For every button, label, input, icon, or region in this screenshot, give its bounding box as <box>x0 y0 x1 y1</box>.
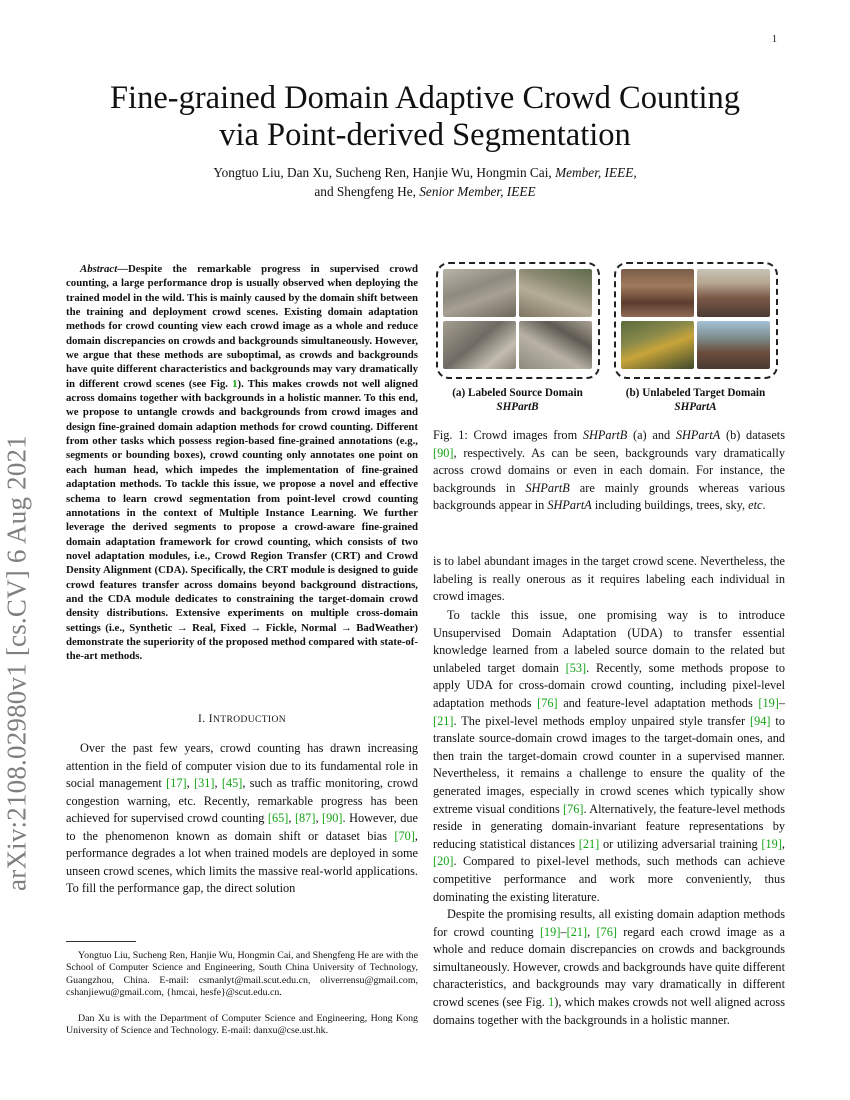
caption-text: . <box>762 498 766 513</box>
section-initial: I <box>208 713 213 725</box>
caption-text: including buildings, trees, sky, <box>591 498 749 513</box>
crowd-image-thumbnail <box>519 269 592 317</box>
intro-text: , <box>214 776 222 790</box>
citation[interactable]: [53] <box>565 660 587 675</box>
paragraph-text: Despite the promising results, all existing domain adaption methods for crowd counting <box>433 907 785 939</box>
paragraph-text: and feature-level adaptation methods <box>557 695 759 710</box>
paragraph-text: , <box>587 924 597 939</box>
intro-text: , <box>315 811 323 825</box>
paragraph-text: . Recently, some methods propose to apply UDA for cross-domain crowd counting, including pixel-level adaptation methods <box>433 660 785 710</box>
citation[interactable]: [19] <box>758 695 779 710</box>
source-domain-image-group <box>436 262 600 379</box>
authors-names-2: and Shengfeng He, <box>314 184 420 199</box>
citation[interactable]: [20] <box>433 854 454 869</box>
paragraph-text: to translate source-domain crowd images to the target-domain ones, and then train the target-domain crowd counter in a supervised manner. Nevertheless, it remains a challenge to ensure the quality of the generated images, especially in crowd scenes which typically show extreme visual conditions <box>433 713 785 816</box>
title-line-2: via Point-derived Segmentation <box>219 117 631 153</box>
citation[interactable]: [17] <box>166 776 187 790</box>
paragraph-text: ), which makes crowds not well aligned across domains together with the backgrounds in a holistic manner. <box>433 994 785 1027</box>
citation[interactable]: [65] <box>267 811 289 825</box>
arxiv-stamp: arXiv:2108.02980v1 [cs.CV] 6 Aug 2021 <box>1 435 32 891</box>
citation[interactable]: [21] <box>578 836 600 851</box>
footnote-rule <box>66 941 136 942</box>
subfigure-b-title: (b) Unlabeled Target Domain <box>625 387 766 399</box>
subfigure-b-dataset-name: SHPartA <box>674 401 717 413</box>
crowd-image-thumbnail <box>621 321 694 369</box>
crowd-image-thumbnail <box>443 269 516 317</box>
body-paragraph-uda <box>433 607 785 906</box>
subfigure-caption-b <box>608 386 783 414</box>
citation[interactable]: [19] <box>761 836 782 851</box>
authors-line-2 <box>60 182 790 201</box>
body-paragraph-continued <box>433 553 785 606</box>
subfigure-a-title: (a) Labeled Source Domain <box>452 387 583 399</box>
abstract-text-1: —Despite the remarkable progress in supervised crowd counting, a large performance drop is usually observed when deploying the trained model in the wild. This is mainly caused by the domain shift between the training and deployment crowd scenes. Existing domain adaptation methods for crowd counting view each crowd image as a whole and reduce domain discrepancies on crowds and backgrounds simultaneously. However, we argue that these methods are suboptimal, as crowds and backgrounds have quite different characteristics and backgrounds may vary dramatically in different crowd scenes (see Fig. <box>66 263 418 390</box>
body-paragraph-motivation <box>433 906 785 1029</box>
section-heading <box>66 713 418 725</box>
citation[interactable]: [70] <box>394 828 415 843</box>
caption-text: Fig. 1: Crowd images from <box>433 428 583 442</box>
section-number: I. <box>197 713 209 725</box>
caption-italic: SHPartA <box>547 498 592 513</box>
abstract-label: Abstract <box>80 263 118 275</box>
caption-italic: SHPartB <box>525 480 570 495</box>
subfigure-caption-a <box>430 386 605 414</box>
crowd-image-thumbnail <box>443 321 516 369</box>
crowd-image-thumbnail <box>519 321 592 369</box>
caption-italic: etc <box>748 498 763 513</box>
intro-text: . However, due to the phenomenon known as domain shift or dataset bias <box>66 811 418 843</box>
paragraph-text: regard each crowd image as a whole and reduce domain discrepancies on crowds and backgrounds simultaneously. However, crowds and backgrounds have quite different characteristics, and backgrounds may vary dramatically in different crowd scenes (see Fig. <box>433 924 786 1009</box>
subfigure-b-dataset <box>608 400 783 414</box>
intro-text: Over the past few years, crowd counting has drawn increasing attention in the field of computer vision due to its fundamental role in social management <box>66 741 418 790</box>
citation[interactable]: [19] <box>539 924 561 939</box>
caption-italic: SHPartA <box>675 428 721 442</box>
paragraph-text: – <box>778 695 785 710</box>
crowd-image-thumbnail <box>697 321 770 369</box>
title-line-1: Fine-grained Domain Adaptive Crowd Counting <box>109 80 741 116</box>
intro-text: , <box>186 776 194 790</box>
subfigure-a-dataset <box>430 400 605 414</box>
target-domain-image-group <box>614 262 778 379</box>
citation[interactable]: [94] <box>749 713 771 728</box>
paragraph-text: , <box>781 836 785 851</box>
author-list <box>60 163 790 201</box>
section-title-rest: NTRODUCTION <box>213 715 287 725</box>
page-number: 1 <box>772 34 777 45</box>
authors-names-1: Yongtuo Liu, Dan Xu, Sucheng Ren, Hanjie Wu, Hongmin Cai, <box>213 165 556 180</box>
caption-text: (b) datasets <box>720 428 785 442</box>
crowd-image-thumbnail <box>621 269 694 317</box>
subfigure-a-dataset-name: SHPartB <box>496 401 539 413</box>
paragraph-text: . Alternatively, the feature-level methods reside in generating domain-invariant feature representations by reducing statistical distances <box>433 801 785 851</box>
citation[interactable]: [76] <box>537 695 558 710</box>
caption-text: , respectively. As can be seen, backgrounds vary dramatically across crowd domains or even in each domain. For instance, the backgrounds in <box>433 445 785 495</box>
intro-text: , <box>288 811 295 825</box>
authors-membership-2: Senior Member, IEEE <box>419 184 536 199</box>
citation[interactable]: [21] <box>433 713 454 728</box>
intro-text: , such as traffic monitoring, crowd congestion warning, etc. Recently, remarkable progress has been achieved for supervised crowd counting <box>66 776 418 825</box>
paragraph-text: or utilizing adversarial training <box>599 836 762 851</box>
figure-reference[interactable]: 1 <box>232 377 238 390</box>
paragraph-text: . The pixel-level methods employ unpaired style transfer <box>453 713 750 728</box>
intro-text: , performance degrades a lot when trained models are deployed in some unseen crowd scenes, which limits the massive real-world applications. To fill the performance gap, the direct solution <box>66 828 418 895</box>
citation[interactable]: [90] <box>322 811 343 825</box>
paragraph-text: To tackle this issue, one promising way is to introduce Unsupervised Domain Adaptation (UDA) to transfer essential knowledge learned from a labeled source domain to the related but unlabeled target domain <box>433 608 785 675</box>
authors-line-1 <box>60 163 790 182</box>
footnote-affiliation-1: Yongtuo Liu, Sucheng Ren, Hanjie Wu, Hongmin Cai, and Shengfeng He are with the School of Computer Science and Engineering, South China University of Technology, Guangzhou, China. E-mail: csmanlyt@mail.scut.edu.cn, oliverrensu@gmail.com, cshanjiewu@gmail.com, {hmcai, hesfe}@scut.edu.cn. <box>66 950 418 999</box>
footnote-affiliation-2: Dan Xu is with the Department of Computer Science and Engineering, Hong Kong University of Science and Technology. E-mail: danxu@cse.ust.hk. <box>66 1013 418 1037</box>
paper-title <box>60 80 790 154</box>
caption-text: are mainly grounds whereas various backgrounds appear in <box>433 480 785 513</box>
figure-reference[interactable]: 1 <box>548 994 555 1009</box>
citation[interactable]: [21] <box>566 924 588 939</box>
citation[interactable]: [76] <box>596 924 617 939</box>
caption-text: (a) and <box>627 428 676 442</box>
paragraph-text: – <box>560 924 567 939</box>
citation[interactable]: [31] <box>193 776 215 790</box>
paragraph-text: . Compared to pixel-level methods, such methods can achieve competitive performance and work more conveniently, thus dominating the existing literature. <box>433 854 785 904</box>
caption-italic: SHPartB <box>582 428 628 442</box>
intro-paragraph <box>66 740 418 898</box>
authors-membership-1: Member, IEEE, <box>555 165 637 180</box>
abstract <box>66 262 418 664</box>
citation[interactable]: [87] <box>294 811 316 825</box>
abstract-text-2: ). This makes crowds not well aligned across domains together with backgrounds in a holistic manner. To this end, we propose to untangle crowds and backgrounds from crowd images and design fine-grained domain adaption methods for crowd counting. Different from other tasks which possess region-based fine-grained annotations (e.g., segments or bounding boxes), crowd counting only annotates one point on each human head, which impedes the implementation of fine-grained adaptation methods. To tackle this issue, we propose a novel and effective schema to learn crowd segmentation from point-level crowd counting annotations in the context of Multiple Instance Learning. We further leverage the derived segments to propose a crowd-aware fine-grained domain adaptation framework for crowd counting, which consists of two novel adaptation modules, i.e., Crowd Region Transfer (CRT) and Crowd Density Alignment (CDA). Specifically, the CRT module is designed to guide crowd features transfer across domains beyond background distractions, and the CDA module dedicates to constraining the target-domain crowd density distributions. Extensive experiments on multiple cross-domain settings (i.e., Synthetic → Real, Fixed → Fickle, Normal → BadWeather) demonstrate the superiority of the proposed method compared with state-of-the-art methods. <box>66 377 418 663</box>
paragraph-text: is to label abundant images in the target crowd scene. Nevertheless, the labeling is really onerous as it requires labeling each individual in crowd images. <box>433 554 785 604</box>
figure-caption <box>433 427 785 515</box>
citation[interactable]: [45] <box>221 776 243 790</box>
citation[interactable]: [90] <box>433 445 454 460</box>
citation[interactable]: [76] <box>563 801 584 816</box>
crowd-image-thumbnail <box>697 269 770 317</box>
